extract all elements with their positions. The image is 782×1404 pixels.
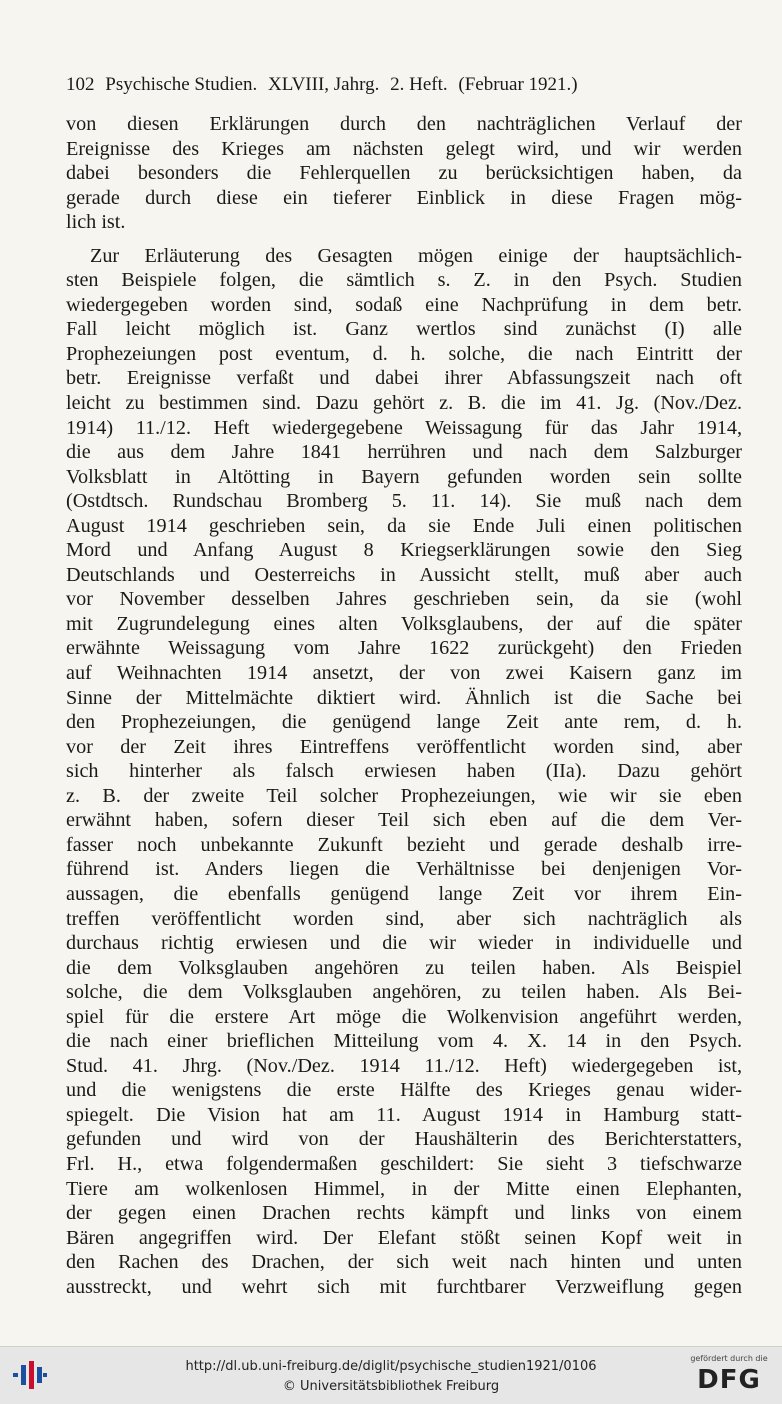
text-line: der gegen einen Drachen rechts kämpft und links von einem <box>66 1202 742 1225</box>
text-line: Deutschlands und Oesterreichs in Aussicht stellt, muß aber auch <box>66 563 742 586</box>
text-line: die nach einer brieflichen Mitteilung vom 4. X. 14 in den Psych. <box>66 1030 742 1053</box>
text-line: leicht zu bestimmen sind. Dazu gehört z. B. die im 41. Jg. (Nov./Dez. <box>66 392 742 415</box>
text-line: sten Beispiele folgen, die sämtlich s. Z. in den Psych. Studien <box>66 269 742 292</box>
text-line: z. B. der zweite Teil solcher Prophezeiungen, wie wir sie eben <box>66 784 742 807</box>
text-line: Bären angegriffen wird. Der Elefant stößt seinen Kopf weit in <box>66 1226 742 1249</box>
text-line: durchaus richtig erwiesen und die wir wieder in individuelle und <box>66 932 742 955</box>
text-line: vor der Zeit ihres Eintreffens veröffentlicht worden sind, aber <box>66 735 742 758</box>
text-line: Zur Erläuterung des Gesagten mögen einige der hauptsächlich- <box>90 244 742 267</box>
text-line: August 1914 geschrieben sein, da sie Ende Juli einen politischen <box>66 514 742 537</box>
text-line: lich ist. <box>66 211 126 234</box>
text-line: erwähnte Weissagung vom Jahre 1622 zurückgeht) den Frieden <box>66 637 742 660</box>
journal-title: Psychische Studien. <box>105 74 258 95</box>
text-line: Tiere am wolkenlosen Himmel, in der Mitte einen Elephanten, <box>66 1177 742 1200</box>
text-line: aussagen, die ebenfalls genügend lange Zeit vor ihrem Ein- <box>66 882 742 905</box>
running-head <box>66 74 712 96</box>
text-line: von diesen Erklärungen durch den nachträglichen Verlauf der <box>66 113 742 135</box>
funder-caption: gefördert durch die <box>690 1354 768 1363</box>
text-line: gerade durch diese ein tieferer Einblick in diese Fragen mög- <box>66 186 742 209</box>
text-line: spiegelt. Die Vision hat am 11. August 1914 in Hamburg statt- <box>66 1103 742 1126</box>
issue-label: 2. Heft. <box>390 74 448 95</box>
text-line: Frl. H., etwa folgendermaßen geschildert: Sie sieht 3 tiefschwarze <box>66 1152 742 1175</box>
text-line: führend ist. Anders liegen die Verhältnisse bei denjenigen Vor- <box>66 858 742 881</box>
volume-label: XLVIII, Jahrg. <box>268 74 380 95</box>
text-line: erwähnt haben, sofern dieser Teil sich eben auf die dem Ver- <box>66 809 742 832</box>
text-line: Mord und Anfang August 8 Kriegserklärungen sowie den Sieg <box>66 539 742 562</box>
copyright-notice: © Universitätsbibliothek Freiburg <box>282 1379 500 1394</box>
text-line: ausstreckt, und wehrt sich mit furchtbarer Verzweiflung gegen <box>66 1275 742 1298</box>
text-line: dabei besonders die Fehlerquellen zu berücksichtigen haben, da <box>66 162 742 185</box>
source-url[interactable]: http://dl.ub.uni-freiburg.de/diglit/psychische_studien1921/0106 <box>185 1359 597 1374</box>
text-line: Volksblatt in Altötting in Bayern gefunden worden sein sollte <box>66 465 742 488</box>
text-line: betr. Ereignisse verfaßt und dabei ihrer Abfassungszeit nach oft <box>66 367 742 390</box>
text-line: Prophezeiungen post eventum, d. h. solche, die nach Eintritt der <box>66 342 742 365</box>
text-line: gefunden und wird von der Haushälterin des Berichterstatters, <box>66 1128 742 1151</box>
paragraph-gap <box>66 235 742 244</box>
body-text <box>66 112 742 1299</box>
text-line: und die wenigstens die erste Hälfte des Krieges genau wider- <box>66 1079 742 1102</box>
text-line: die aus dem Jahre 1841 herrühren und nach dem Salzburger <box>66 441 742 464</box>
text-line: die dem Volksglauben angehören zu teilen haben. Als Beispiel <box>66 956 742 979</box>
text-line: den Prophezeiungen, die genügend lange Zeit ante rem, d. h. <box>66 711 742 734</box>
text-line: fasser noch unbekannte Zukunft bezieht und gerade deshalb irre- <box>66 833 742 856</box>
text-line: sich hinterher als falsch erwiesen haben (IIa). Dazu gehört <box>66 760 742 783</box>
text-line: vor November desselben Jahres geschrieben sein, da sie (wohl <box>66 588 742 611</box>
text-line: wiedergegeben worden sind, sodaß eine Nachprüfung in dem betr. <box>66 293 742 316</box>
text-line: Stud. 41. Jhrg. (Nov./Dez. 1914 11./12. Heft) wiedergegeben ist, <box>66 1054 742 1077</box>
viewer-footer <box>0 1346 782 1404</box>
text-line: treffen veröffentlicht worden sind, aber sich nachträglich als <box>66 907 742 930</box>
text-line: solche, die dem Volksglauben angehören, zu teilen haben. Als Bei- <box>66 981 742 1004</box>
text-line: den Rachen des Drachen, der sich weit nach hinten und unten <box>66 1251 742 1274</box>
text-line: Ereignisse des Krieges am nächsten gelegt wird, und wir werden <box>66 137 742 160</box>
text-line: spiel für die erstere Art möge die Wolkenvision angeführt werden, <box>66 1005 742 1028</box>
page-number: 102 <box>66 74 95 95</box>
issue-date: (Februar 1921.) <box>458 74 578 95</box>
text-line: Fall leicht möglich ist. Ganz wertlos sind zunächst (I) alle <box>66 318 742 341</box>
text-line: 1914) 11./12. Heft wiedergegebene Weissagung für das Jahr 1914, <box>66 416 742 439</box>
text-line: Sinne der Mittelmächte diktiert wird. Ähnlich ist die Sache bei <box>66 686 742 709</box>
text-line: mit Zugrundelegung eines alten Volksglaubens, der auf die später <box>66 612 742 635</box>
dfg-logo: DFG <box>697 1365 761 1395</box>
text-line: auf Weihnachten 1914 ansetzt, der von zwei Kaisern ganz im <box>66 662 742 685</box>
text-line: (Ostdtsch. Rundschau Bromberg 5. 11. 14). Sie muß nach dem <box>66 490 742 513</box>
